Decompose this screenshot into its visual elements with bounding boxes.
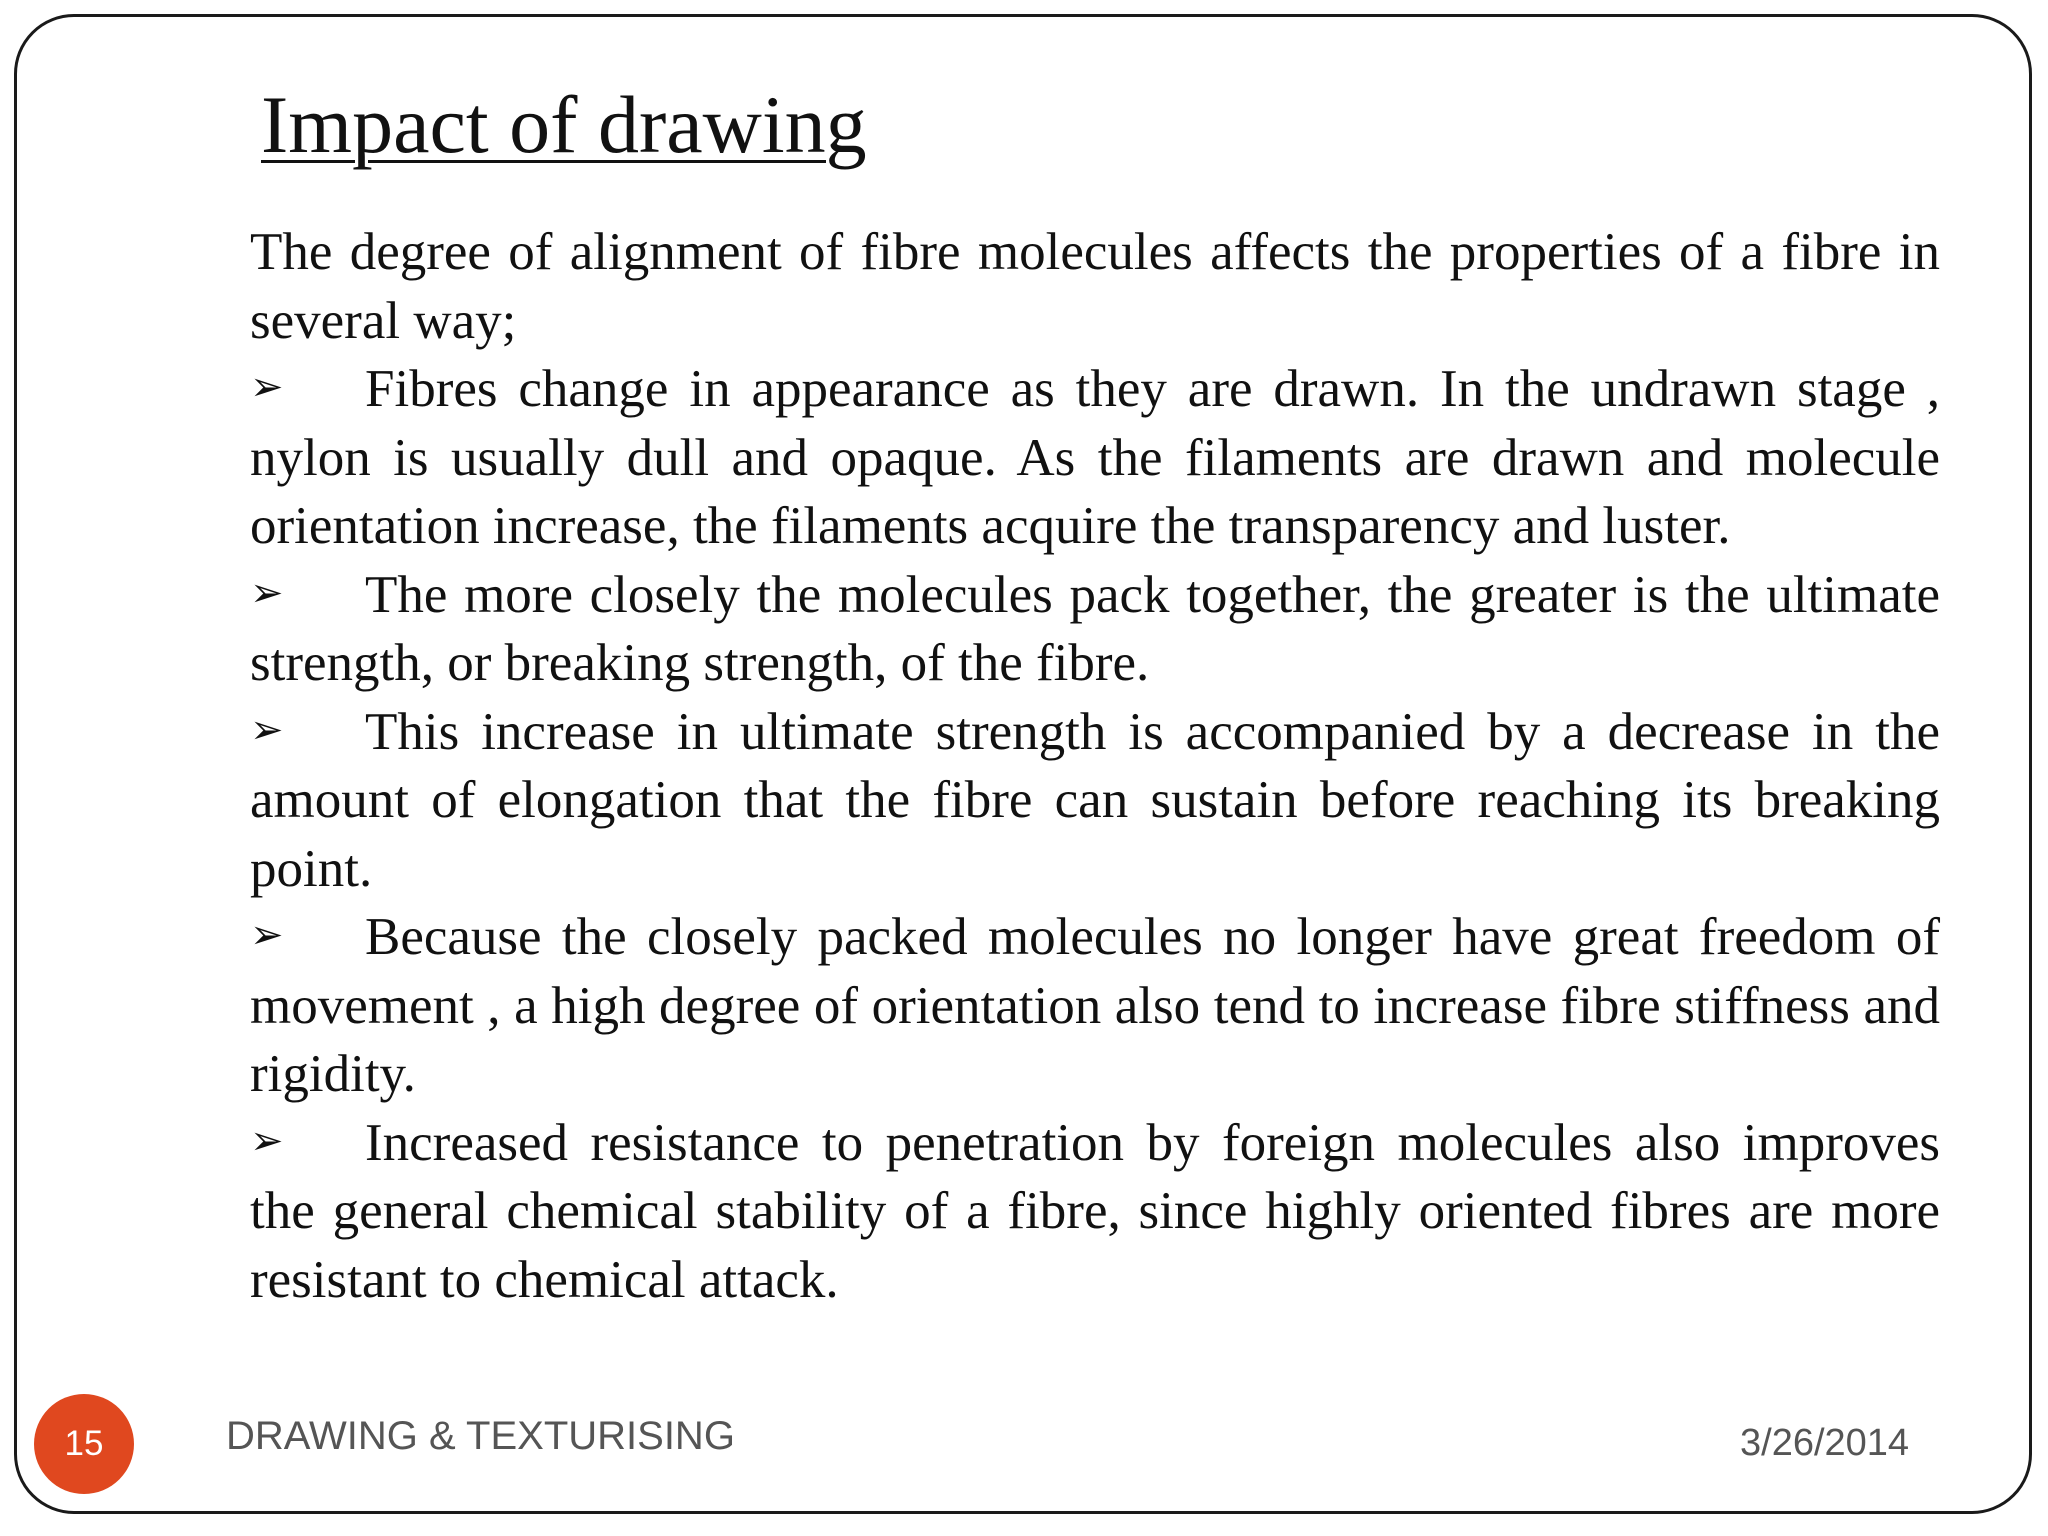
slide-title: Impact of drawing — [261, 79, 867, 170]
bullet-text: Increased resistance to penetration by foreign molecules also improves the general chemical stability of a fibre, since highly oriented fibres are more resistant to chemical attack. — [250, 1113, 1940, 1309]
arrow-bullet-icon: ➢ — [250, 569, 284, 616]
bullet-item — [250, 1109, 1940, 1315]
bullet-text: The more closely the molecules pack together, the greater is the ultimate strength, or breaking strength, of the fibre. — [250, 565, 1940, 692]
arrow-bullet-icon: ➢ — [250, 912, 284, 958]
footer-section-label: DRAWING & TEXTURISING — [226, 1414, 735, 1458]
bullet-item — [250, 561, 1940, 698]
bullet-item — [250, 698, 1940, 904]
bullet-text: Because the closely packed molecules no longer have great freedom of movement , a high degree of orientation also tend to increase fibre stiffness and rigidity. — [250, 908, 1940, 1103]
arrow-bullet-icon: ➢ — [250, 364, 284, 410]
slide-body — [250, 218, 1940, 1314]
bullet-text: This increase in ultimate strength is accompanied by a decrease in the amount of elongation that the fibre can sustain before reaching its breaking point. — [250, 702, 1940, 898]
bullet-text: Fibres change in appearance as they are drawn. In the undrawn stage , nylon is usually dull and opaque. As the filaments are drawn and molecule orientation increase, the filaments acquire the transparency and luster. — [250, 360, 1940, 555]
footer-date: 3/26/2014 — [1740, 1422, 1910, 1464]
arrow-bullet-icon: ➢ — [250, 706, 284, 753]
slide-number-badge: 15 — [34, 1394, 134, 1494]
arrow-bullet-icon: ➢ — [250, 1117, 284, 1164]
intro-paragraph: The degree of alignment of fibre molecules affects the properties of a fibre in several way; — [250, 223, 1940, 350]
bullet-item — [250, 903, 1940, 1109]
bullet-item — [250, 355, 1940, 561]
